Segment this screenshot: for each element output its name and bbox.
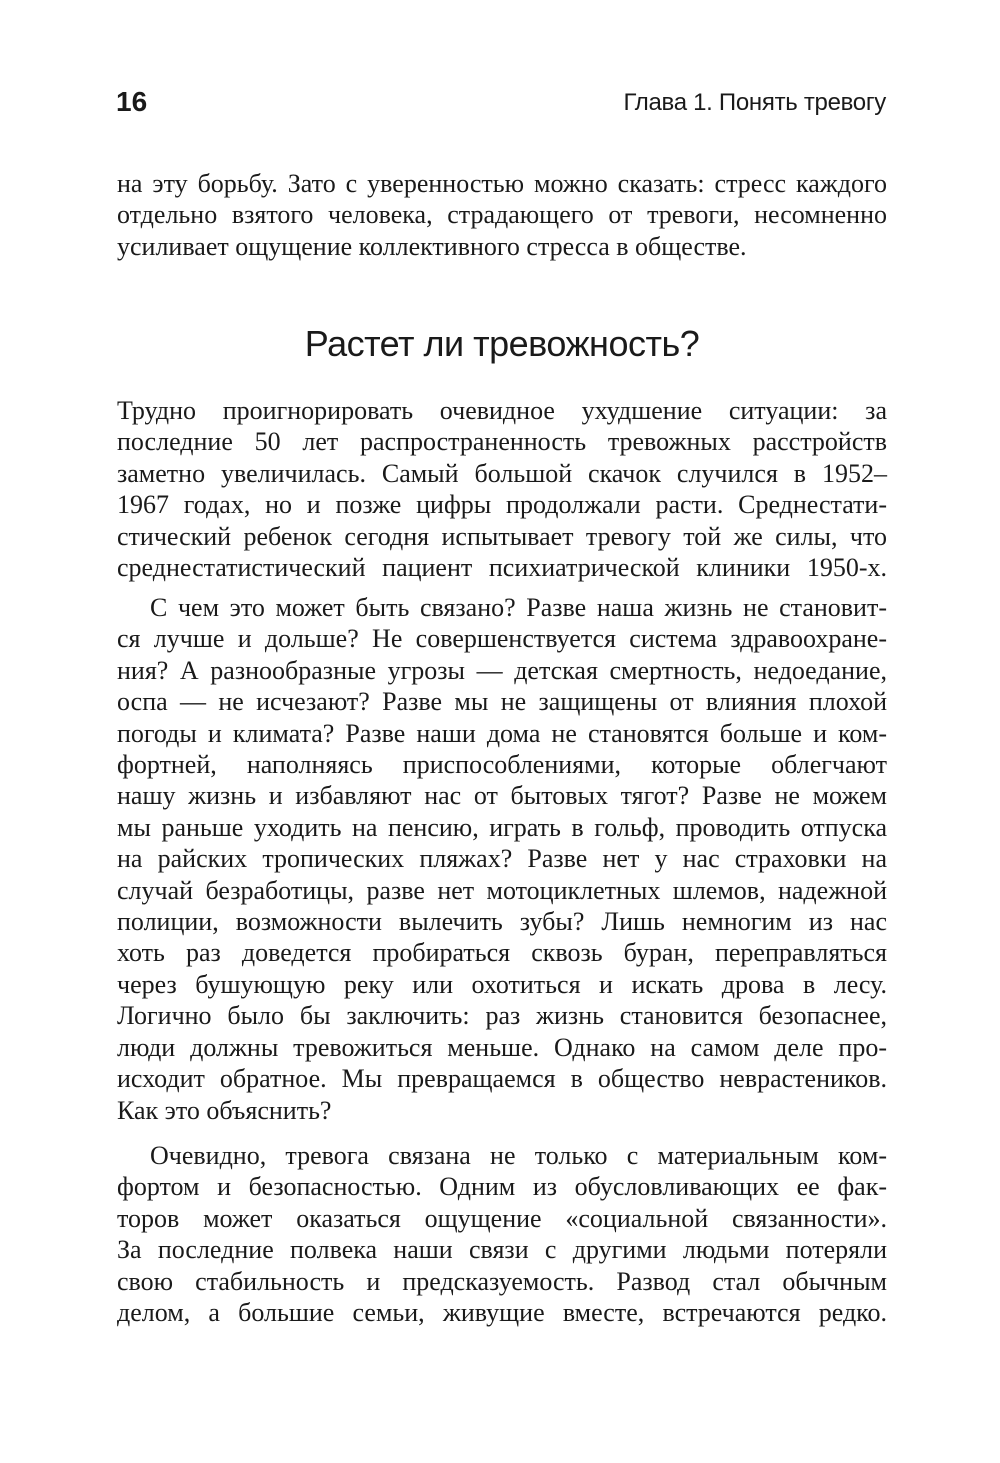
text-line: Трудно проигнорировать очевидное ухудшение ситуации: за [117,396,887,425]
paragraph-intro [117,395,887,583]
text-line: среднестатистический пациент психиатрической клиники 1950-х. [117,553,887,583]
text-line: случай безработицы, разве нет мотоциклетных шлемов, надежной [117,875,887,905]
running-head-chapter-title: Глава 1. Понять тревогу [623,89,886,116]
text-line: полиции, возможности вылечить зубы? Лишь немногим из нас [117,907,887,937]
text-line: исходит обратное. Мы превращаемся в общество неврастеников. [117,1064,887,1094]
text-line: усиливает ощущение коллективного стресса в обществе. [117,231,747,261]
text-line: на эту борьбу. Зато с уверенностью можно сказать: стресс каждого [117,169,887,198]
text-line: 1967 годах, но и позже цифры продолжали расти. Среднестати- [117,490,887,520]
text-line: Очевидно, тревога связана не только с материальным ком- [150,1141,887,1170]
text-line: мы раньше уходить на пенсию, играть в гольф, проводить отпуска [117,812,887,842]
text-line: фортом и безопасностью. Одним из обусловливающих ее фак- [117,1172,887,1202]
paragraph-social-connectedness [117,1140,887,1328]
text-line: стический ребенок сегодня испытывает тревогу той же силы, что [117,521,887,551]
page-number: 16 [116,86,148,117]
text-line: торов может оказаться ощущение «социальной связанности». [117,1203,887,1233]
paragraph-questions [117,592,887,1126]
text-line: Как это объяснить? [117,1095,332,1125]
text-line: нашу жизнь и избавляют нас от бытовых тягот? Разве не можем [117,781,887,811]
text-line: хоть раз доведется пробираться сквозь буран, переправляться [117,938,887,968]
text-line: последние 50 лет распространенность тревожных расстройств [117,427,887,457]
text-line: ся лучше и дольше? Не совершенствуется система здравоохране- [117,624,887,654]
text-line: погоды и климата? Разве наши дома не становятся больше и ком- [117,718,887,748]
text-line: ния? А разнообразные угрозы — детская смертность, недоедание, [117,655,887,685]
section-heading: Растет ли тревожность? [304,323,700,364]
text-line: люди должны тревожиться меньше. Однако на самом деле про- [117,1032,887,1062]
text-line: через бушующую реку или охотиться и искать дрова в лесу. [117,969,887,999]
text-line: фортней, наполняясь приспособлениями, которые облегчают [117,750,887,780]
paragraph-continuation [117,168,887,262]
text-line: свою стабильность и предсказуемость. Развод стал обычным [117,1266,887,1296]
text-line: оспа — не исчезают? Разве мы не защищены от влияния плохой [117,687,887,717]
text-line: За последние полвека наши связи с другими людьми потеряли [117,1235,887,1265]
text-line: на райских тропических пляжах? Разве нет у нас страховки на [117,844,887,874]
text-line: С чем это может быть связано? Разве наша жизнь не становит- [150,593,887,622]
text-line: делом, а большие семьи, живущие вместе, встречаются редко. [117,1298,887,1328]
text-line: Логично было бы заключить: раз жизнь становится безопаснее, [117,1001,887,1031]
text-line: отдельно взятого человека, страдающего от тревоги, несомненно [117,200,887,230]
text-line: заметно увеличилась. Самый большой скачок случился в 1952– [117,458,887,488]
